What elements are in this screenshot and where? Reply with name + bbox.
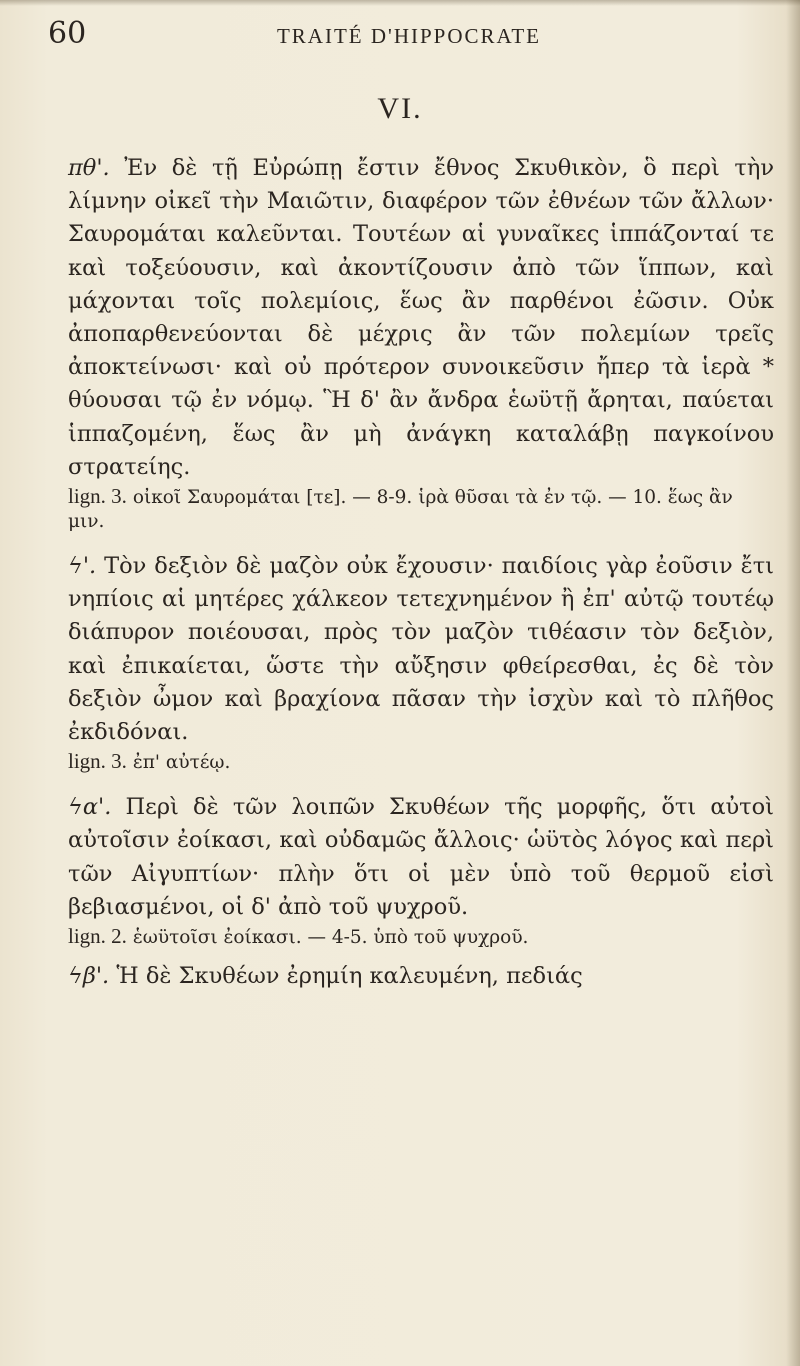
paragraph-text: Ἡ δὲ Σκυθέων ἐρημίη καλευμένη, πεδιάς xyxy=(116,963,583,990)
paragraph-89 xyxy=(68,152,774,484)
paragraph-text: Ἐν δὲ τῇ Εὐρώπῃ ἔστιν ἔθνος Σκυθικὸν, ὃ περὶ τὴν λίμνην οἰκεῖ τὴν Μαιῶτιν, διαφέρον τῶν ἐθνέων τῶν ἄλλων· Σαυρομάται καλεῦνται. Τουτέων αἱ γυναῖκες ἱππάζονταί τε καὶ τοξεύουσιν, καὶ ἀκοντίζουσιν ἀπὸ τῶν ἵππων, καὶ μάχονται τοῖς πολεμίοις, ἕως ἂν παρθένοι ἐῶσιν. Οὐκ ἀποπαρθενεύονται δὲ μέχρις ἂν τῶν πολεμίων τρεῖς ἀποκτείνωσι· καὶ οὐ πρότερον συνοικεῦσιν ἤπερ τὰ ἱερὰ * θύουσαι τῷ ἐν νόμῳ. Ἣ δ' ἂν ἄνδρα ἑωϋτῇ ἄρηται, παύεται ἱππαζομένη, ἕως ἂν μὴ ἀνάγκη καταλάβῃ παγκοίνου στρατείης. xyxy=(68,155,774,480)
paragraph-91 xyxy=(68,791,774,924)
page-number: 60 xyxy=(48,16,87,51)
paragraph-90 xyxy=(68,550,774,749)
paragraph-number: πθ'. xyxy=(68,155,110,181)
variant-note xyxy=(68,484,774,534)
body-text xyxy=(68,152,774,993)
paragraph-number: ϟβ'. xyxy=(68,963,110,990)
variant-note xyxy=(68,749,774,775)
section-title: VI. xyxy=(377,92,423,125)
paragraph-number: ϟα'. xyxy=(68,794,112,821)
variant-note xyxy=(68,924,774,950)
running-head: TRAITÉ D'HIPPOCRATE xyxy=(276,24,542,48)
paragraph-number: ϟ'. xyxy=(68,553,97,580)
paragraph-92 xyxy=(68,960,774,993)
paragraph-text: Περὶ δὲ τῶν λοιπῶν Σκυθέων τῆς μορφῆς, ὅτι αὐτοὶ αὐτοῖσιν ἐοίκασι, καὶ οὐδαμῶς ἄλλοις· ὡϋτὸς λόγος καὶ περὶ τῶν Αἰγυπτίων· πλὴν ὅτι οἱ μὲν ὑπὸ τοῦ θερμοῦ εἰσὶ βεβιασμένοι, οἱ δ' ἀπὸ τοῦ ψυχροῦ. xyxy=(68,794,775,920)
page-gutter-shadow xyxy=(786,0,800,1366)
note-label: lign. 3. xyxy=(68,484,127,509)
note-label: lign. 2. xyxy=(68,924,127,949)
note-text: ἑωϋτοῖσι ἐοίκασι. — 4-5. ὑπὸ τοῦ ψυχροῦ. xyxy=(132,927,529,949)
note-text: οἰκοῖ Σαυρομάται [τε]. — 8-9. ἱρὰ θῦσαι τὰ ἐν τῷ. — 10. ἕως ἂν μιν. xyxy=(68,487,733,533)
page-top-edge xyxy=(0,0,800,6)
note-text: ἐπ' αὐτέῳ. xyxy=(132,752,231,774)
paragraph-text: Τὸν δεξιὸν δὲ μαζὸν οὐκ ἔχουσιν· παιδίοις γὰρ ἐοῦσιν ἔτι νηπίοις αἱ μητέρες χάλκεον τετεχνημένον ἢ ἐπ' αὐτῷ τουτέῳ διάπυρον ποιέουσαι, πρὸς τὸν μαζὸν τιθέασιν τὸν δεξιὸν, καὶ ἐπικαίεται, ὥστε τὴν αὔξησιν φθείρεσθαι, ἐς δὲ τὸν δεξιὸν ὦμον καὶ βραχίονα πᾶσαν τὴν ἰσχὺν καὶ τὸ πλῆθος ἐκδιδόναι. xyxy=(68,553,774,746)
note-label: lign. 3. xyxy=(68,749,127,774)
page-header xyxy=(48,16,770,52)
